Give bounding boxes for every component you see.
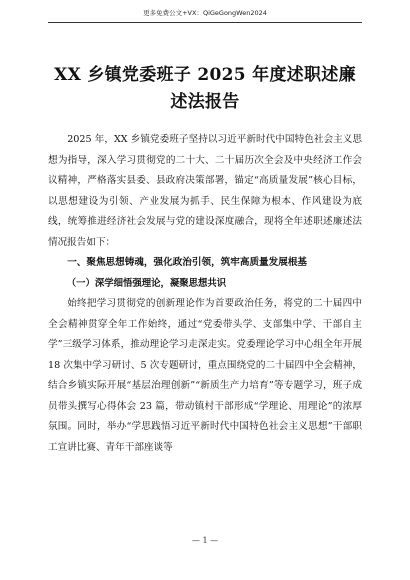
intro-paragraph: 2025 年，XX 乡镇党委班子坚持以习近平新时代中国特色社会主义思想为指导，深入学习贯彻党的二十大、二十届历次全会及中央经济工作会议精神，严格落实县委、县政府决策部署，锚定“高质量发展”核心目标，以思想建设为引领、产业发展为抓手、民生保障为根本、作风建设为底线，统筹推进经济社会发展与党的建设深度融合，现将全年述职述廉述法情况报告如下： [48,134,362,248]
header-divider [48,22,362,23]
document-title: XX 乡镇党委班子 2025 年度述职述廉述法报告 [54,65,356,112]
section-heading: 一、聚焦思想铸魂，强化政治引领，筑牢高质量发展根基 [67,257,308,268]
body-paragraph: 始终把学习贯彻党的创新理论作为首要政治任务，将党的二十届四中全会精神贯穿全年工作始终，通过“党委带头学、支部集中学、干部自主学”三级学习体系，推动理论学习走深走实。党委理论学习中心组全年开展 18 次集中学习研讨、5 次专题研讨，重点围绕党的二十届四中全会精神，结合乡镇实际开展“基层治理创新”“新质生产力培育”等专题学习，班子成员带头撰写心得体会 23 篇，带动镇村干部形成“学理论、用理论”的浓厚氛围。同时，举办“学思践悟习近平新时代中国特色社会主义思想”干部职工宣讲比赛、青年干部座谈等 [48,298,362,453]
document-body [48,130,362,458]
page-header: 更多免费公文+VX：QiGeGongWen2024 [143,9,267,17]
page-number: — 1 — [191,536,219,545]
subsection-heading: （一）深学细悟强理论，凝聚思想共识 [66,277,227,289]
